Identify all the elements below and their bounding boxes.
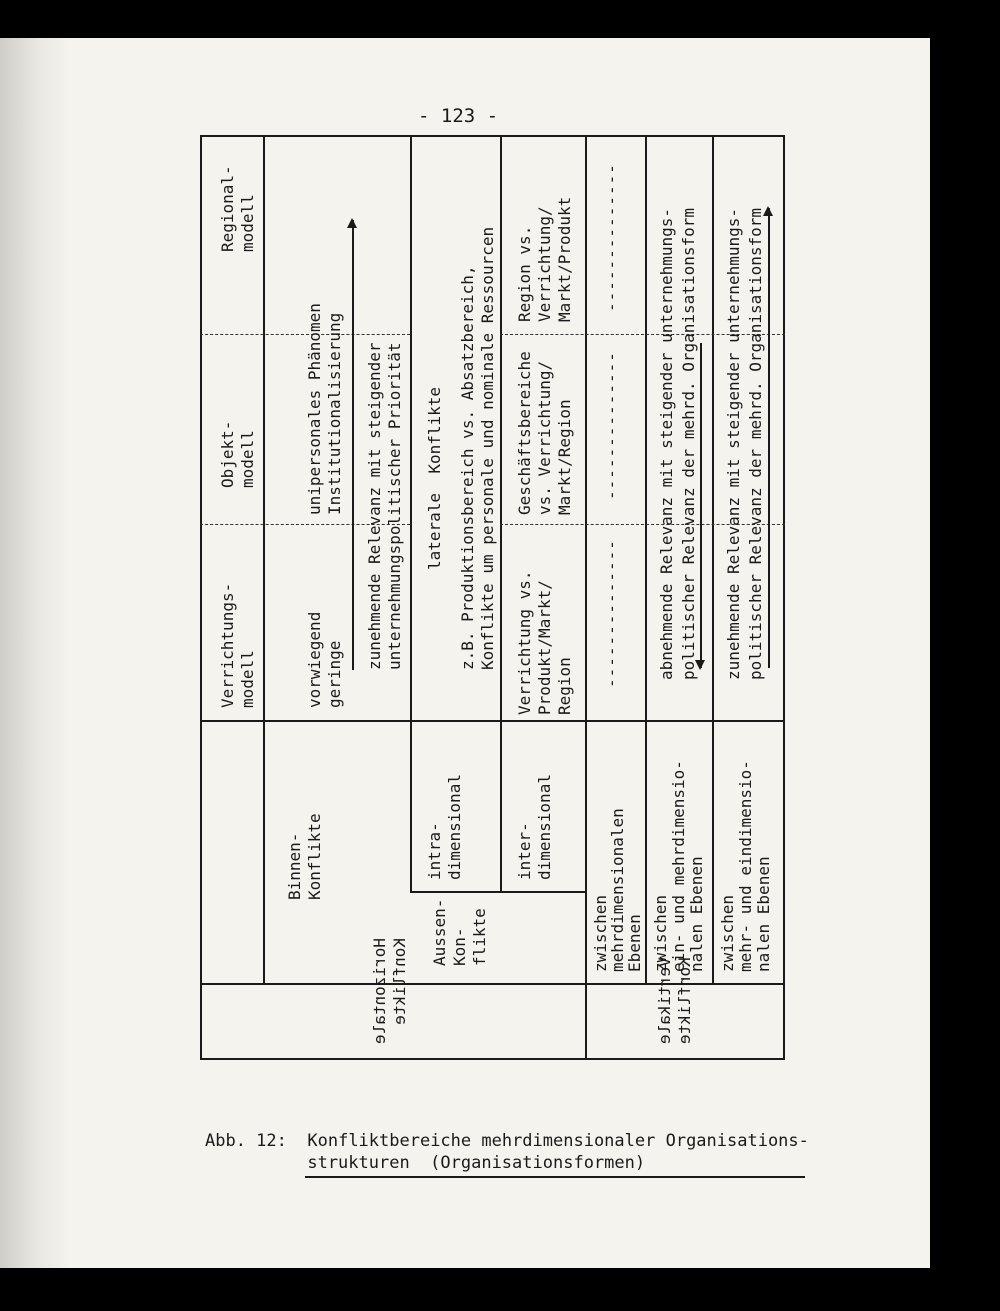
- conflict-table: [200, 135, 785, 1060]
- group-label-horizontal: Horizontale Konflikte: [370, 938, 409, 1044]
- binnen-intra-line: [410, 135, 412, 722]
- book-spine-shadow: [0, 38, 70, 1268]
- group-column-line: [200, 984, 785, 986]
- page-number: - 123 -: [418, 105, 499, 127]
- cell-dashes-regional: --------------: [602, 163, 621, 312]
- cell-intra-title: laterale Konflikte: [425, 386, 444, 570]
- row-label-zwischen-mehr: zwischen mehrdimensionalen Ebenen: [591, 808, 644, 972]
- vertical-row-line-2: [712, 135, 714, 985]
- table-border-top: [200, 135, 202, 1060]
- caption-label: Abb. 12:: [205, 1131, 287, 1151]
- row-label-zwischen-ein-mehr: zwischen ein- und mehrdimensio- nalen Ebenen: [651, 760, 706, 972]
- arrow-decreasing-relevance: [700, 343, 702, 668]
- table-border-bottom: [783, 135, 785, 1060]
- cell-dashes-verrichtung: --------------: [602, 539, 621, 688]
- row-label-intra: intra- dimensional: [425, 774, 464, 880]
- cell-inter-verrichtung: Verrichtung vs. Produkt/Markt/ Region: [515, 570, 574, 715]
- cell-dashes-objekt: --------------: [602, 351, 621, 500]
- arrow-increasing-relevance: [352, 220, 354, 670]
- header-objektmodell: Objekt- modell: [218, 420, 257, 488]
- cell-inter-regional: Region vs. Verrichtung/ Markt/Produkt: [515, 196, 574, 322]
- label-column-line: [200, 721, 785, 723]
- intra-inter-line: [500, 135, 502, 722]
- aussen-binnen-divider: [410, 892, 585, 894]
- header-regionalmodell: Regional- modell: [218, 165, 257, 252]
- row-label-aussen: Aussen- Kon- flikte: [430, 898, 489, 966]
- cell-vertical-ein-mehr: abnehmende Relevanz mit steigender unternehmungs- politischer Relevanz der mehrd. Organisationsform: [657, 207, 698, 680]
- table-border-right: [200, 136, 785, 138]
- cell-binnen-verrichtung: vorwiegend geringe: [305, 611, 344, 708]
- cell-vertical-mehr-ein: zunehmende Relevanz mit steigender unternehmungs- politischer Relevanz der mehrd. Organisationsform: [724, 207, 765, 680]
- figure-caption: [205, 1130, 809, 1174]
- header-verrichtungsmodell: Verrichtungs- modell: [218, 582, 257, 708]
- inter-label-top-line: [500, 722, 502, 893]
- vertical-row-line-1: [645, 135, 647, 985]
- group-label-vertical: Vertikale Konflikte: [655, 957, 694, 1044]
- arrow-increasing-relevance-vertical: [768, 208, 770, 668]
- cell-binnen-objekt: unipersonales Phänomen Institutionalisierung: [305, 303, 344, 515]
- row-label-binnen: Binnen- Konflikte: [285, 813, 324, 900]
- cell-inter-objekt: Geschäftsbereiche vs. Verrichtung/ Markt/Region: [515, 351, 574, 515]
- table-border-left: [200, 1059, 785, 1061]
- caption-text: Konfliktbereiche mehrdimensionaler Organisations- strukturen (Organisationsformen): [307, 1131, 809, 1173]
- cell-intra-body: z.B. Produktionsbereich vs. Absatzbereich, Konflikte um personale und nominale Ressourcen: [458, 226, 497, 670]
- caption-underline: [305, 1176, 805, 1178]
- intra-label-top-line: [410, 722, 412, 893]
- horizontal-vertical-divider: [585, 135, 587, 1060]
- row-label-inter: inter- dimensional: [515, 774, 554, 880]
- row-label-zwischen-mehr-ein: zwischen mehr- und eindimensio- nalen Ebenen: [718, 760, 773, 972]
- header-row-line: [263, 135, 265, 985]
- cell-binnen-relevance: zunehmende Relevanz mit steigender unternehmungspolitischer Priorität: [365, 342, 404, 670]
